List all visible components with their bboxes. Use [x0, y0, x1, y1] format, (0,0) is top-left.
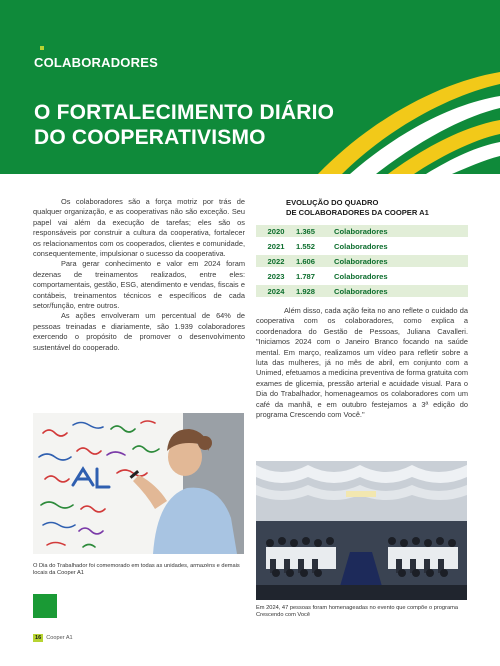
table-title-line-2: DE COLABORADORES DA COOPER A1 — [286, 208, 429, 217]
header-banner — [0, 0, 500, 174]
count-cell: 1.928 — [296, 285, 332, 297]
label-cell: Colaboradores — [332, 240, 468, 252]
section-label: COLABORADORES — [34, 55, 158, 70]
paragraph: Os colaboradores são a força motriz por trás de qualquer organização, e as cooperativas não são exceção. Seu papel vai além da execução de tarefas; eles são os responsáveis por construir a cultura da cooperativa, fortalecer os relacionamentos com os cooperados, clientes e comunidade, consequentemente, impulsionar o sucesso da cooperativa. — [33, 197, 245, 259]
label-cell: Colaboradores — [332, 255, 468, 267]
count-cell: 1.552 — [296, 240, 332, 252]
count-cell: 1.365 — [296, 225, 332, 237]
employee-evolution-table — [256, 222, 468, 300]
accent-dot — [40, 46, 44, 50]
page-title-line-1: O FORTALECIMENTO DIÁRIO — [34, 101, 335, 124]
table-row — [256, 225, 468, 237]
paragraph: As ações envolveram um percentual de 64% de pessoas treinadas e diariamente, são 1.939 colaboradores exercendo o propósito de promover o desenvolvimento sustentável do cooperado. — [33, 311, 245, 352]
paragraph: Para gerar conhecimento e valor em 2024 foram dezenas de treinamentos realizados, entre eles: comportamentais, gestão, ESG, atendimento e vendas, fiscais e contábeis, treinamentos técnicos e específicos de cada setor/função, entre outros. — [33, 259, 245, 311]
table-row — [256, 270, 468, 282]
left-column-text — [33, 197, 245, 353]
page-number: 16 — [35, 635, 42, 641]
woman-writing-on-whiteboard-photo — [33, 413, 244, 554]
group-event-photo — [256, 461, 467, 600]
table-row — [256, 255, 468, 267]
table-title — [286, 198, 476, 218]
page-title — [34, 100, 334, 150]
table-row — [256, 285, 468, 297]
count-cell: 1.606 — [296, 255, 332, 267]
label-cell: Colaboradores — [332, 285, 468, 297]
right-photo-caption: Em 2024, 47 pessoas foram homenageadas no evento que compõe o programa Crescendo com Você — [256, 605, 459, 619]
year-cell: 2023 — [256, 270, 296, 282]
label-cell: Colaboradores — [332, 225, 468, 237]
year-cell: 2020 — [256, 225, 296, 237]
year-cell: 2024 — [256, 285, 296, 297]
right-column-text: Além disso, cada ação feita no ano reflete o cuidado da cooperativa com os colaboradores, como explica a coordenadora do Gestão de Pessoas, Juliana Cavalleri. "Iniciamos 2024 com o Janeiro Branco focando na saúde mental. Em março, realizamos um vídeo para refletir sobre a luta das mulheres, já no mês de abril, em conjunto com a Unimed, efetuamos a medicina preventiva de forma gratuita com exames de glicemia, pressão arterial e acuidade visual. Para o Dia do Trabalhador, homenageamos os colaboradores com um café da manhã, e em outubro festejamos a 3ª edição do programa Crescendo com Você." — [256, 306, 468, 420]
table-row — [256, 240, 468, 252]
decorative-green-square — [33, 594, 57, 618]
page-footer — [33, 634, 73, 642]
year-cell: 2022 — [256, 255, 296, 267]
left-photo-caption: O Dia do Trabalhador foi comemorado em todas as unidades, armazéns e demais locais da Cooper A1 — [33, 563, 240, 577]
label-cell: Colaboradores — [332, 270, 468, 282]
count-cell: 1.787 — [296, 270, 332, 282]
page-title-line-2: DO COOPERATIVISMO — [34, 126, 266, 149]
footer-brand: Cooper A1 — [46, 635, 73, 641]
table-title-line-1: EVOLUÇÃO DO QUADRO — [286, 198, 379, 207]
year-cell: 2021 — [256, 240, 296, 252]
